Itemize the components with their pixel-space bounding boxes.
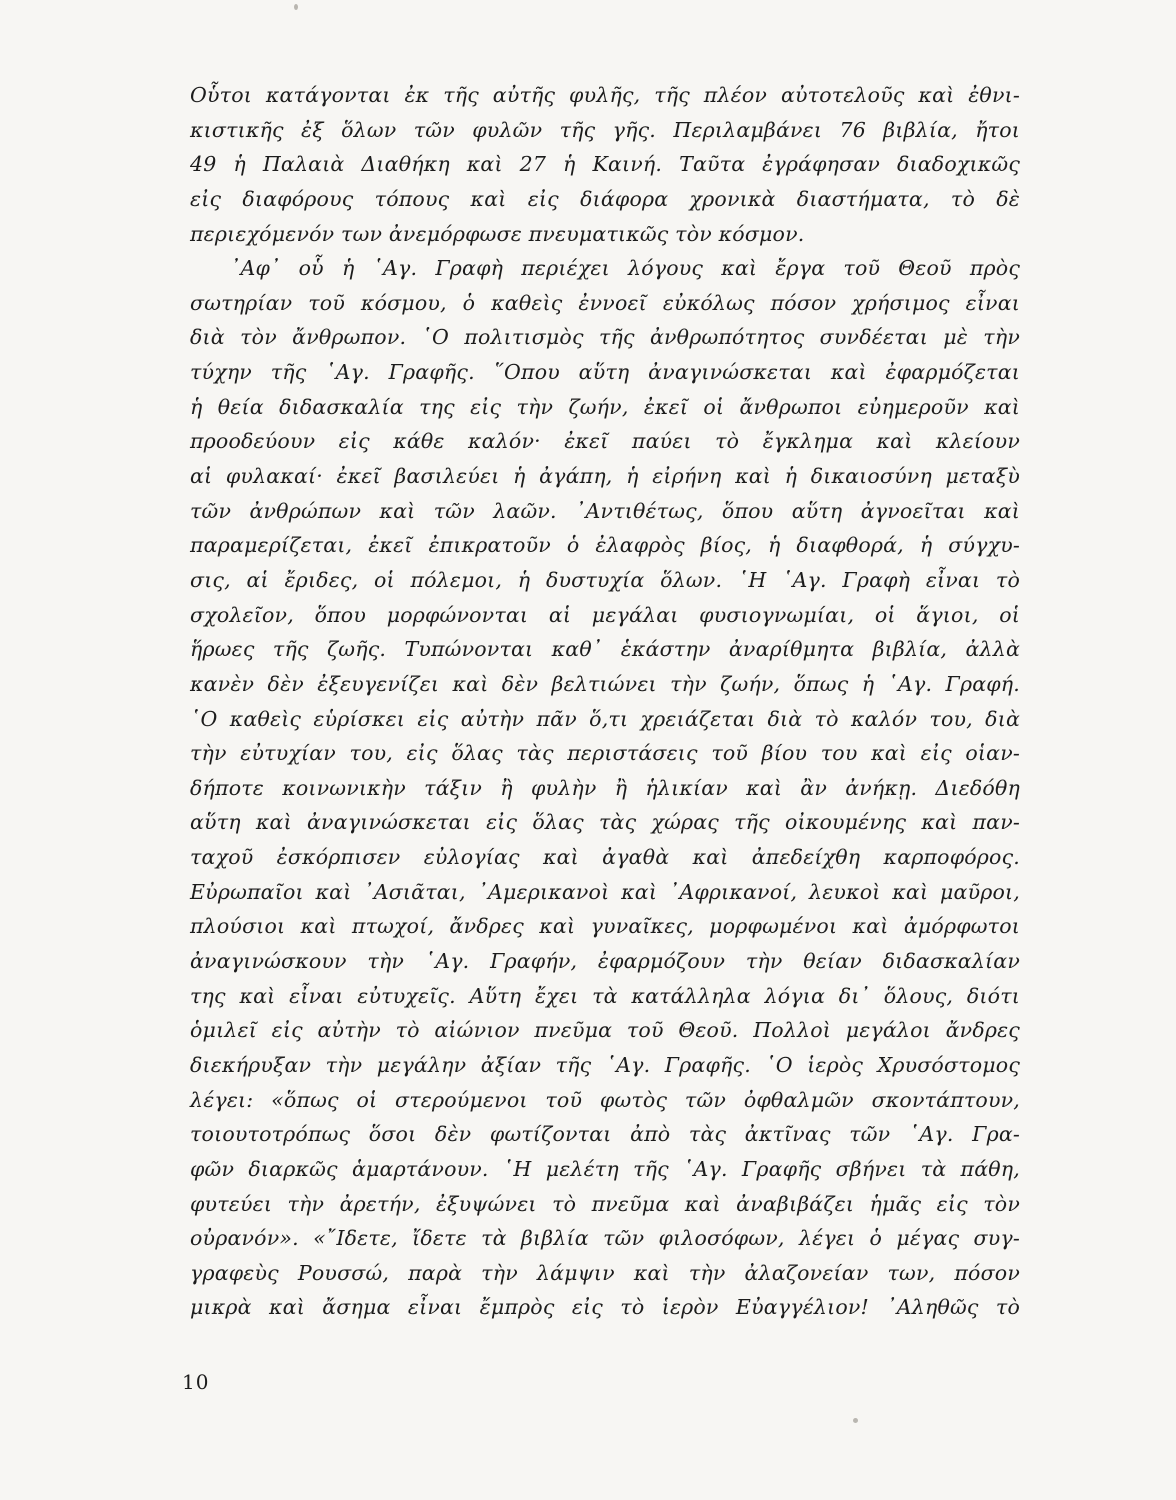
text-line-7: σωτηρίαν τοῦ κόσμου, ὁ καθεὶς ἐννοεῖ εὐκόλως πόσον χρήσιμος εἶναι (190, 290, 1020, 315)
paper-speck (853, 1418, 858, 1423)
paper-speck (294, 4, 298, 10)
text-line-5: περιεχόμενόν των ἀνεμόρφωσε πνευματικῶς τὸν κόσμον. (190, 221, 805, 246)
text-line-32: φῶν διαρκῶς ἁμαρτάνουν. ῾Η μελέτη τῆς ῾Αγ. Γραφῆς σβήνει τὰ πάθη, (190, 1156, 1020, 1181)
text-line-15: σις, αἱ ἔριδες, οἱ πόλεμοι, ἡ δυστυχία ὅλων. ῾Η ῾Αγ. Γραφὴ εἶναι τὸ (190, 567, 1020, 592)
text-line-16: σχολεῖον, ὅπου μορφώνονται αἱ μεγάλαι φυσιογνωμίαι, οἱ ἅγιοι, οἱ (190, 602, 1020, 627)
text-line-1: Οὗτοι κατάγονται ἐκ τῆς αὐτῆς φυλῆς, τῆς πλέον αὐτοτελοῦς καὶ ἐθνι- (190, 83, 1020, 107)
text-line-19: ῾Ο καθεὶς εὑρίσκει εἰς αὐτὴν πᾶν ὅ,τι χρειάζεται διὰ τὸ καλόν του, διὰ (190, 706, 1020, 731)
text-line-2: κιστικῆς ἐξ ὅλων τῶν φυλῶν τῆς γῆς. Περιλαμβάνει 76 βιβλία, ἤτοι (190, 117, 1020, 142)
text-line-34: οὐρανόν». «῎Ιδετε, ἴδετε τὰ βιβλία τῶν φιλοσόφων, λέγει ὁ μέγας συγ- (190, 1226, 1020, 1251)
text-line-24: Εὐρωπαῖοι καὶ ᾿Ασιᾶται, ᾿Αμερικανοὶ καὶ ᾿Αφρικανοί, λευκοὶ καὶ μαῦροι, (190, 879, 1020, 904)
text-line-29: διεκήρυξαν τὴν μεγάλην ἀξίαν τῆς ῾Αγ. Γραφῆς. ῾Ο ἱερὸς Χρυσόστομος (190, 1052, 1020, 1077)
text-line-17: ἥρωες τῆς ζωῆς. Τυπώνονται καθ᾿ ἑκάστην ἀναρίθμητα βιβλία, ἀλλὰ (190, 637, 1020, 662)
text-line-13: τῶν ἀνθρώπων καὶ τῶν λαῶν. ᾿Αντιθέτως, ὅπου αὕτη ἀγνοεῖται καὶ (190, 498, 1020, 523)
text-line-6: ᾿Αφ᾿ οὗ ἡ ῾Αγ. Γραφὴ περιέχει λόγους καὶ ἔργα τοῦ Θεοῦ πρὸς (230, 256, 1020, 281)
page-number: 10 (182, 1370, 210, 1394)
text-line-36: μικρὰ καὶ ἄσημα εἶναι ἔμπρὸς εἰς τὸ ἱερὸν Εὐαγγέλιον! ᾿Αληθῶς τὸ (190, 1295, 1020, 1320)
text-line-30: λέγει: «ὅπως οἱ στερούμενοι τοῦ φωτὸς τῶν ὀφθαλμῶν σκοντάπτουν, (190, 1087, 1020, 1112)
text-line-21: δήποτε κοινωνικὴν τάξιν ἢ φυλὴν ἢ ἡλικίαν καὶ ἂν ἀνήκῃ. Διεδόθη (190, 775, 1020, 800)
text-line-11: προοδεύουν εἰς κάθε καλόν· ἐκεῖ παύει τὸ ἔγκλημα καὶ κλείουν (190, 429, 1020, 454)
text-line-23: ταχοῦ ἐσκόρπισεν εὐλογίας καὶ ἀγαθὰ καὶ ἀπεδείχθη καρποφόρος. (190, 845, 1020, 870)
text-line-14: παραμερίζεται, ἐκεῖ ἐπικρατοῦν ὁ ἐλαφρὸς βίος, ἡ διαφθορά, ἡ σύγχυ- (190, 533, 1020, 558)
text-line-28: ὁμιλεῖ εἰς αὐτὴν τὸ αἰώνιον πνεῦμα τοῦ Θεοῦ. Πολλοὶ μεγάλοι ἄνδρες (190, 1018, 1020, 1043)
text-line-31: τοιουτοτρόπως ὅσοι δὲν φωτίζονται ἀπὸ τὰς ἀκτῖνας τῶν ῾Αγ. Γρα- (190, 1122, 1020, 1147)
text-line-26: ἀναγινώσκουν τὴν ῾Αγ. Γραφήν, ἐφαρμόζουν τὴν θείαν διδασκαλίαν (190, 949, 1020, 974)
text-line-4: εἰς διαφόρους τόπους καὶ εἰς διάφορα χρονικὰ διαστήματα, τὸ δὲ (190, 186, 1020, 211)
text-line-10: ἡ θεία διδασκαλία της εἰς τὴν ζωήν, ἐκεῖ οἱ ἄνθρωποι εὐημεροῦν καὶ (190, 394, 1020, 419)
text-line-33: φυτεύει τὴν ἀρετήν, ἐξυψώνει τὸ πνεῦμα καὶ ἀναβιβάζει ἡμᾶς εἰς τὸν (190, 1191, 1020, 1216)
text-line-35: γραφεὺς Ρουσσώ, παρὰ τὴν λάμψιν καὶ τὴν ἀλαζονείαν των, πόσον (190, 1260, 1020, 1285)
text-line-18: κανὲν δὲν ἐξευγενίζει καὶ δὲν βελτιώνει τὴν ζωήν, ὅπως ἡ ῾Αγ. Γραφή. (190, 671, 1020, 696)
body-text (190, 78, 1020, 1325)
text-line-20: τὴν εὐτυχίαν του, εἰς ὅλας τὰς περιστάσεις τοῦ βίου του καὶ εἰς οἱαν- (190, 741, 1020, 766)
text-line-8: διὰ τὸν ἄνθρωπον. ῾Ο πολιτισμὸς τῆς ἀνθρωπότητος συνδέεται μὲ τὴν (190, 325, 1020, 350)
text-line-27: της καὶ εἶναι εὐτυχεῖς. Αὕτη ἔχει τὰ κατάλληλα λόγια δι᾿ ὅλους, διότι (190, 983, 1020, 1008)
text-line-22: αὕτη καὶ ἀναγινώσκεται εἰς ὅλας τὰς χώρας τῆς οἰκουμένης καὶ παν- (190, 810, 1020, 835)
text-line-9: τύχην τῆς ῾Αγ. Γραφῆς. ῞Οπου αὕτη ἀναγινώσκεται καὶ ἐφαρμόζεται (190, 360, 1020, 385)
text-line-12: αἱ φυλακαί· ἐκεῖ βασιλεύει ἡ ἀγάπη, ἡ εἰρήνη καὶ ἡ δικαιοσύνη μεταξὺ (190, 464, 1020, 489)
text-line-25: πλούσιοι καὶ πτωχοί, ἄνδρες καὶ γυναῖκες, μορφωμένοι καὶ ἀμόρφωτοι (190, 914, 1020, 939)
text-line-3: 49 ἡ Παλαιὰ Διαθήκη καὶ 27 ἡ Καινή. Ταῦτα ἐγράφησαν διαδοχικῶς (190, 152, 1020, 177)
